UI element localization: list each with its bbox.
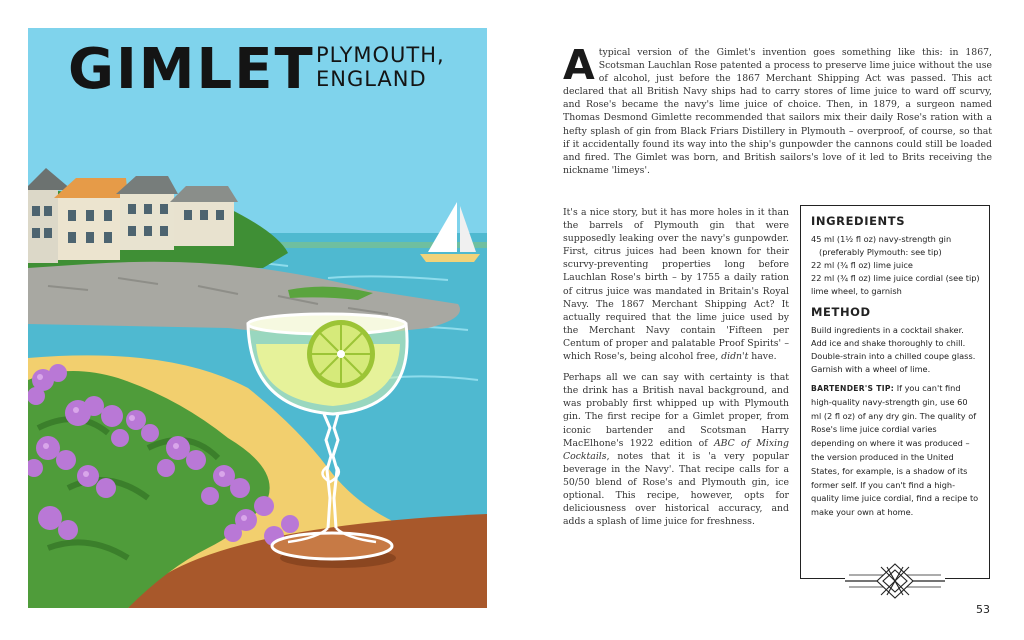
ingredients-heading: INGREDIENTS xyxy=(811,214,906,228)
ingredient-gin-note: (preferably Plymouth: see tip) xyxy=(819,247,942,257)
history-paragraph: It's a nice story, but it has more holes in it than the barrels of Plymouth gin that were supposedly leaking over the navy's gunpowder. First, citrus juices had been known for their scurvy-preventing properties long before Lauchlan Rose's birth – by 1755 a daily ration of citrus juice was mandated in Britain's Royal Navy. The 1867 Merchant Shipping Act? It actually required that the lime juice used by the Merchant Navy contain 'Fifteen per Centum of proper and palatable Proof Spirits' – which Rose's, being alcohol free, didn't have. xyxy=(563,207,789,363)
origin-paragraph: Perhaps all we can say with certainty is that the drink has a British naval background, and was probably first whipped up with Plymouth gin. The first recipe for a Gimlet proper, from iconic bartender and Scotsman Harry MacElhone's 1922 edition of ABC of Mixing Cocktails, notes that it is 'a very popular beverage in the Navy'. That recipe calls for a 50/50 blend of Rose's and Plymouth gin, ice optional. This recipe, however, opts for deliciousness over historical accuracy, and adds a splash of lime juice for freshness. xyxy=(563,372,789,528)
method-step: Garnish with a wheel of lime. xyxy=(811,364,931,374)
cocktail-title: GIMLET xyxy=(68,37,315,102)
book-title: ABC of Mixing Cocktails xyxy=(563,437,789,462)
history-column xyxy=(563,206,789,536)
intro-text: typical version of the Gimlet's invention goes something like this: in 1867, Scotsman Lauchlan Rose patented a process to preserve lime juice without the use of alcohol, just before the 1867 Merchant Shipping Act was passed. This act declared that all British Navy ships had to carry stores of lime juice to ward off scurvy, and Rose's became the navy's lime juice of choice. Then, in 1879, a surgeon named Thomas Desmond Gimlette recommended that sailors mix their daily Rose's ration with a hefty splash of gin from Black Friars Distillery in Plymouth – overproof, of course, so that if it accidentally found its way into the ship's gunpowder the cannons could still be loaded and fired. The Gimlet was born, and British sailors's love of it led to Brits receiving the nickname 'limeys'. xyxy=(563,47,992,176)
ingredient-cordial: 22 ml (¾ fl oz) lime juice cordial (see tip) xyxy=(811,273,980,283)
tip-text: If you can't find high-quality navy-strength gin, use 60 ml (2 fl oz) of any dry gin. The quality of Rose's lime juice cordial varies depending on where it was produced – the version produced in the United States, for example, is a shadow of its former self. If you can't find a high-quality lime juice cordial, find a recipe to make your own at home. xyxy=(811,383,979,518)
cocktail-origin: PLYMOUTH, ENGLAND xyxy=(316,43,445,91)
ingredient-gin: 45 ml (1½ fl oz) navy-strength gin xyxy=(811,234,952,244)
page-number: 53 xyxy=(976,603,990,616)
ingredient-garnish: lime wheel, to garnish xyxy=(811,286,902,296)
method-step: Double-strain into a chilled coupe glass. xyxy=(811,351,976,361)
gimlet-illustration xyxy=(28,28,487,608)
ingredient-lime-juice: 22 ml (¾ fl oz) lime juice xyxy=(811,260,913,270)
recipe-box xyxy=(800,205,990,579)
method-step: Build ingredients in a cocktail shaker. xyxy=(811,325,964,335)
method-heading: METHOD xyxy=(811,305,871,319)
ornament-icon xyxy=(845,563,945,599)
intro-paragraph xyxy=(563,41,992,177)
coastal-scene xyxy=(28,28,487,608)
bartender-tip xyxy=(811,382,980,520)
drop-cap: A xyxy=(563,41,595,89)
tip-label: BARTENDER'S TIP: xyxy=(811,384,895,393)
emphasis-didnt: didn't xyxy=(721,351,749,363)
method-step: Add ice and shake thoroughly to chill. xyxy=(811,338,966,348)
